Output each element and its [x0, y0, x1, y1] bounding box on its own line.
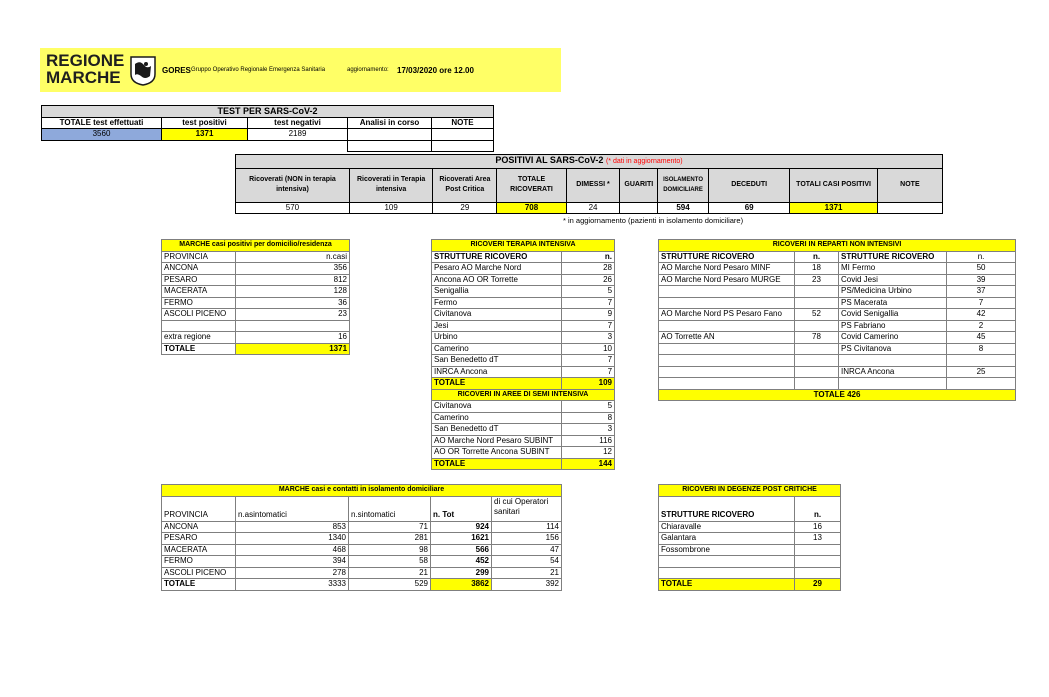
isolamento-value: 468 [236, 544, 349, 556]
domicilio-count: 23 [236, 309, 350, 321]
domicilio-province: MACERATA [162, 286, 236, 298]
reparti-count [795, 343, 839, 355]
reparti-count: 18 [795, 263, 839, 275]
reparti-count: 2 [947, 320, 1016, 332]
postcritiche-table [658, 484, 841, 591]
positivi-note: (* dati in aggiornamento) [605, 158, 683, 165]
intensiva-total-value: 109 [562, 378, 615, 390]
semi-total-value: 144 [562, 458, 615, 470]
domicilio-province: extra regione [162, 332, 236, 344]
reparti-structure [659, 366, 795, 378]
postcritiche-count [795, 544, 841, 556]
intensiva-col-header: n. [562, 251, 615, 263]
isolamento-title: MARCHE casi e contatti in isolamento domiciliare [162, 485, 562, 497]
isolamento-total-label: TOTALE [162, 579, 236, 591]
reparti-structure: AO Marche Nord Pesaro MURGE [659, 274, 795, 286]
reparti-col-header: n. [947, 251, 1016, 263]
semi-structure: AO Marche Nord Pesaro SUBINT [432, 435, 562, 447]
intensiva-count: 10 [562, 343, 615, 355]
reparti-structure: Covid Camerino [839, 332, 947, 344]
postcritiche-col-header: STRUTTURE RICOVERO [659, 496, 795, 521]
intensiva-count: 7 [562, 297, 615, 309]
isolamento-value: 394 [236, 556, 349, 568]
isolamento-province: ASCOLI PICENO [162, 567, 236, 579]
reparti-structure [839, 378, 947, 390]
domicilio-col-header: n.casi [236, 251, 350, 263]
reparti-total: TOTALE 426 [659, 389, 1016, 401]
region-emblem-icon [130, 56, 156, 86]
semi-structure: San Benedetto dT [432, 424, 562, 436]
positivi-title-cell [236, 155, 943, 169]
isolamento-value: 299 [431, 567, 492, 579]
isolamento-value: 1340 [236, 533, 349, 545]
isolamento-value: 114 [492, 521, 562, 533]
isolamento-province: FERMO [162, 556, 236, 568]
isolamento-province: MACERATA [162, 544, 236, 556]
header-banner [40, 48, 561, 92]
reparti-structure [839, 355, 947, 367]
isolamento-total-value: 3862 [431, 579, 492, 591]
reparti-structure [659, 343, 795, 355]
isolamento-value: 156 [492, 533, 562, 545]
positivi-table [235, 154, 943, 214]
isolamento-table [161, 484, 562, 591]
positivi-value: 29 [433, 202, 497, 214]
reparti-structure [659, 286, 795, 298]
isolamento-value: 853 [236, 521, 349, 533]
reparti-count [947, 378, 1016, 390]
postcritiche-structure [659, 567, 795, 579]
intensiva-structure: Camerino [432, 343, 562, 355]
reparti-title: RICOVERI IN REPARTI NON INTENSIVI [659, 240, 1016, 252]
reparti-structure: Covid Senigallia [839, 309, 947, 321]
positivi-value [877, 202, 942, 214]
reparti-col-header: STRUTTURE RICOVERO [839, 251, 947, 263]
isolamento-col-header: PROVINCIA [162, 496, 236, 521]
reparti-count: 52 [795, 309, 839, 321]
isolamento-value: 281 [349, 533, 431, 545]
test-note-value [432, 129, 494, 141]
positivi-value: 708 [497, 202, 566, 214]
domicilio-total-label: TOTALE [162, 343, 236, 355]
reparti-count: 39 [947, 274, 1016, 286]
test-col-header: test negativi [248, 117, 348, 129]
semi-structure: Civitanova [432, 401, 562, 413]
reparti-count [795, 355, 839, 367]
reparti-count: 45 [947, 332, 1016, 344]
reparti-count [795, 378, 839, 390]
reparti-count [795, 320, 839, 332]
isolamento-value: 278 [236, 567, 349, 579]
postcritiche-total-label: TOTALE [659, 579, 795, 591]
test-empty-cell [348, 140, 432, 152]
isolamento-value: 54 [492, 556, 562, 568]
reparti-col-header: STRUTTURE RICOVERO [659, 251, 795, 263]
intensiva-structure: Senigallia [432, 286, 562, 298]
reparti-structure: PS/Medicina Urbino [839, 286, 947, 298]
postcritiche-structure: Chiaravalle [659, 521, 795, 533]
test-total-value: 3560 [42, 129, 162, 141]
positivi-col-header: DECEDUTI [708, 168, 789, 202]
isolamento-total-value: 392 [492, 579, 562, 591]
reparti-structure: AO Torrette AN [659, 332, 795, 344]
domicilio-table [161, 239, 350, 355]
isolamento-value: 1621 [431, 533, 492, 545]
intensiva-count: 3 [562, 332, 615, 344]
intensiva-structure: Jesi [432, 320, 562, 332]
isolamento-value: 924 [431, 521, 492, 533]
isolamento-province: ANCONA [162, 521, 236, 533]
domicilio-count: 128 [236, 286, 350, 298]
intensiva-structure: Urbino [432, 332, 562, 344]
test-title: TEST PER SARS-CoV-2 [42, 106, 494, 118]
test-empty-cell [432, 140, 494, 152]
test-col-header: test positivi [162, 117, 248, 129]
intensiva-structure: Fermo [432, 297, 562, 309]
positivi-col-header: Ricoverati Area Post Critica [433, 168, 497, 202]
positivi-value: 570 [236, 202, 350, 214]
semi-title: RICOVERI IN AREE DI SEMI INTENSIVA [432, 389, 615, 401]
intensiva-structure: Ancona AO OR Torrette [432, 274, 562, 286]
isolamento-col-header: n.sintomatici [349, 496, 431, 521]
region-logo [46, 52, 158, 88]
domicilio-count [236, 320, 350, 332]
isolamento-value: 566 [431, 544, 492, 556]
test-col-header: TOTALE test effettuati [42, 117, 162, 129]
semi-count: 116 [562, 435, 615, 447]
positivi-col-header: Ricoverati in Terapia intensiva [349, 168, 432, 202]
reparti-table [658, 239, 1016, 401]
domicilio-title: MARCHE casi positivi per domicilio/residenza [162, 240, 350, 252]
intensiva-count: 26 [562, 274, 615, 286]
reparti-col-header: n. [795, 251, 839, 263]
domicilio-province: PESARO [162, 274, 236, 286]
isolamento-value: 452 [431, 556, 492, 568]
reparti-structure [659, 320, 795, 332]
positivi-col-header: GUARITI [620, 168, 658, 202]
postcritiche-total-value: 29 [795, 579, 841, 591]
update-label: aggiornamento: [347, 67, 389, 73]
postcritiche-structure: Fossombrone [659, 544, 795, 556]
domicilio-count: 16 [236, 332, 350, 344]
reparti-count: 50 [947, 263, 1016, 275]
semi-count: 12 [562, 447, 615, 459]
intensiva-total-label: TOTALE [432, 378, 562, 390]
intensiva-count: 7 [562, 320, 615, 332]
test-negative-value: 2189 [248, 129, 348, 141]
reparti-count [795, 297, 839, 309]
positivi-value [620, 202, 658, 214]
intensiva-structure: San Benedetto dT [432, 355, 562, 367]
intensiva-count: 7 [562, 366, 615, 378]
reparti-count: 78 [795, 332, 839, 344]
gores-description: Gruppo Operativo Regionale Emergenza Sanitaria [191, 67, 326, 73]
positivi-value: 24 [566, 202, 620, 214]
reparti-structure: INRCA Ancona [839, 366, 947, 378]
intensiva-col-header: STRUTTURE RICOVERO [432, 251, 562, 263]
isolamento-province: PESARO [162, 533, 236, 545]
update-value: 17/03/2020 ore 12.00 [397, 66, 474, 75]
positivi-col-header: DIMESSI * [566, 168, 620, 202]
reparti-structure: PS Fabriano [839, 320, 947, 332]
domicilio-total-value: 1371 [236, 343, 350, 355]
reparti-count [795, 366, 839, 378]
domicilio-province: FERMO [162, 297, 236, 309]
postcritiche-col-header: n. [795, 496, 841, 521]
positivi-col-header: Ricoverati (NON in terapia intensiva) [236, 168, 350, 202]
intensiva-count: 7 [562, 355, 615, 367]
reparti-count [795, 286, 839, 298]
gores-label: GORES [162, 66, 191, 75]
reparti-structure: Covid Jesi [839, 274, 947, 286]
isolamento-col-header: n.asintomatici [236, 496, 349, 521]
isolamento-value: 21 [492, 567, 562, 579]
positivi-footnote: * in aggiornamento (pazienti in isolamento domiciliare) [563, 216, 744, 225]
intensiva-title: RICOVERI TERAPIA INTENSIVA [432, 240, 615, 252]
reparti-count: 8 [947, 343, 1016, 355]
reparti-structure [659, 355, 795, 367]
logo-text-line2: MARCHE [46, 68, 121, 87]
intensiva-structure: INRCA Ancona [432, 366, 562, 378]
positivi-col-header: NOTE [877, 168, 942, 202]
domicilio-province: ASCOLI PICENO [162, 309, 236, 321]
intensiva-count: 28 [562, 263, 615, 275]
semi-structure: AO OR Torrette Ancona SUBINT [432, 447, 562, 459]
postcritiche-structure: Galantara [659, 533, 795, 545]
postcritiche-count [795, 567, 841, 579]
intensiva-table [431, 239, 615, 470]
positivi-title: POSITIVI AL SARS-CoV-2 [495, 155, 604, 165]
positivi-col-header: TOTALE RICOVERATI [497, 168, 566, 202]
postcritiche-count: 13 [795, 533, 841, 545]
isolamento-value: 47 [492, 544, 562, 556]
postcritiche-count [795, 556, 841, 568]
positivi-col-header: ISOLAMENTO DOMICILIARE [658, 168, 709, 202]
positivi-value: 69 [708, 202, 789, 214]
intensiva-count: 9 [562, 309, 615, 321]
intensiva-count: 5 [562, 286, 615, 298]
isolamento-value: 21 [349, 567, 431, 579]
isolamento-total-value: 3333 [236, 579, 349, 591]
positivi-value: 109 [349, 202, 432, 214]
reparti-structure: MI Fermo [839, 263, 947, 275]
semi-total-label: TOTALE [432, 458, 562, 470]
semi-count: 8 [562, 412, 615, 424]
intensiva-structure: Pesaro AO Marche Nord [432, 263, 562, 275]
reparti-structure [659, 378, 795, 390]
domicilio-province [162, 320, 236, 332]
reparti-count: 23 [795, 274, 839, 286]
isolamento-total-value: 529 [349, 579, 431, 591]
reparti-structure: PS Macerata [839, 297, 947, 309]
isolamento-col-header: n. Tot [431, 496, 492, 521]
reparti-count: 37 [947, 286, 1016, 298]
reparti-count: 42 [947, 309, 1016, 321]
reparti-structure [659, 297, 795, 309]
domicilio-province: ANCONA [162, 263, 236, 275]
isolamento-value: 58 [349, 556, 431, 568]
reparti-structure: PS Civitanova [839, 343, 947, 355]
isolamento-col-header: di cui Operatori sanitari [492, 496, 562, 521]
reparti-count [947, 355, 1016, 367]
reparti-count: 7 [947, 297, 1016, 309]
isolamento-value: 98 [349, 544, 431, 556]
domicilio-count: 36 [236, 297, 350, 309]
positivi-value: 594 [658, 202, 709, 214]
positivi-col-header: TOTALI CASI POSITIVI [790, 168, 877, 202]
test-col-header: Analisi in corso [348, 117, 432, 129]
test-col-header: NOTE [432, 117, 494, 129]
postcritiche-title: RICOVERI IN DEGENZE POST CRITICHE [659, 485, 841, 497]
positivi-value: 1371 [790, 202, 877, 214]
semi-count: 3 [562, 424, 615, 436]
reparti-structure: AO Marche Nord PS Pesaro Fano [659, 309, 795, 321]
semi-count: 5 [562, 401, 615, 413]
postcritiche-count: 16 [795, 521, 841, 533]
logo-text-line1: REGIONE [46, 51, 125, 70]
postcritiche-structure [659, 556, 795, 568]
test-table [41, 105, 494, 152]
domicilio-count: 356 [236, 263, 350, 275]
isolamento-value: 71 [349, 521, 431, 533]
domicilio-col-header: PROVINCIA [162, 251, 236, 263]
intensiva-structure: Civitanova [432, 309, 562, 321]
reparti-count: 25 [947, 366, 1016, 378]
test-pending-value [348, 129, 432, 141]
reparti-structure: AO Marche Nord Pesaro MINF [659, 263, 795, 275]
test-positive-value: 1371 [162, 129, 248, 141]
semi-structure: Camerino [432, 412, 562, 424]
domicilio-count: 812 [236, 274, 350, 286]
